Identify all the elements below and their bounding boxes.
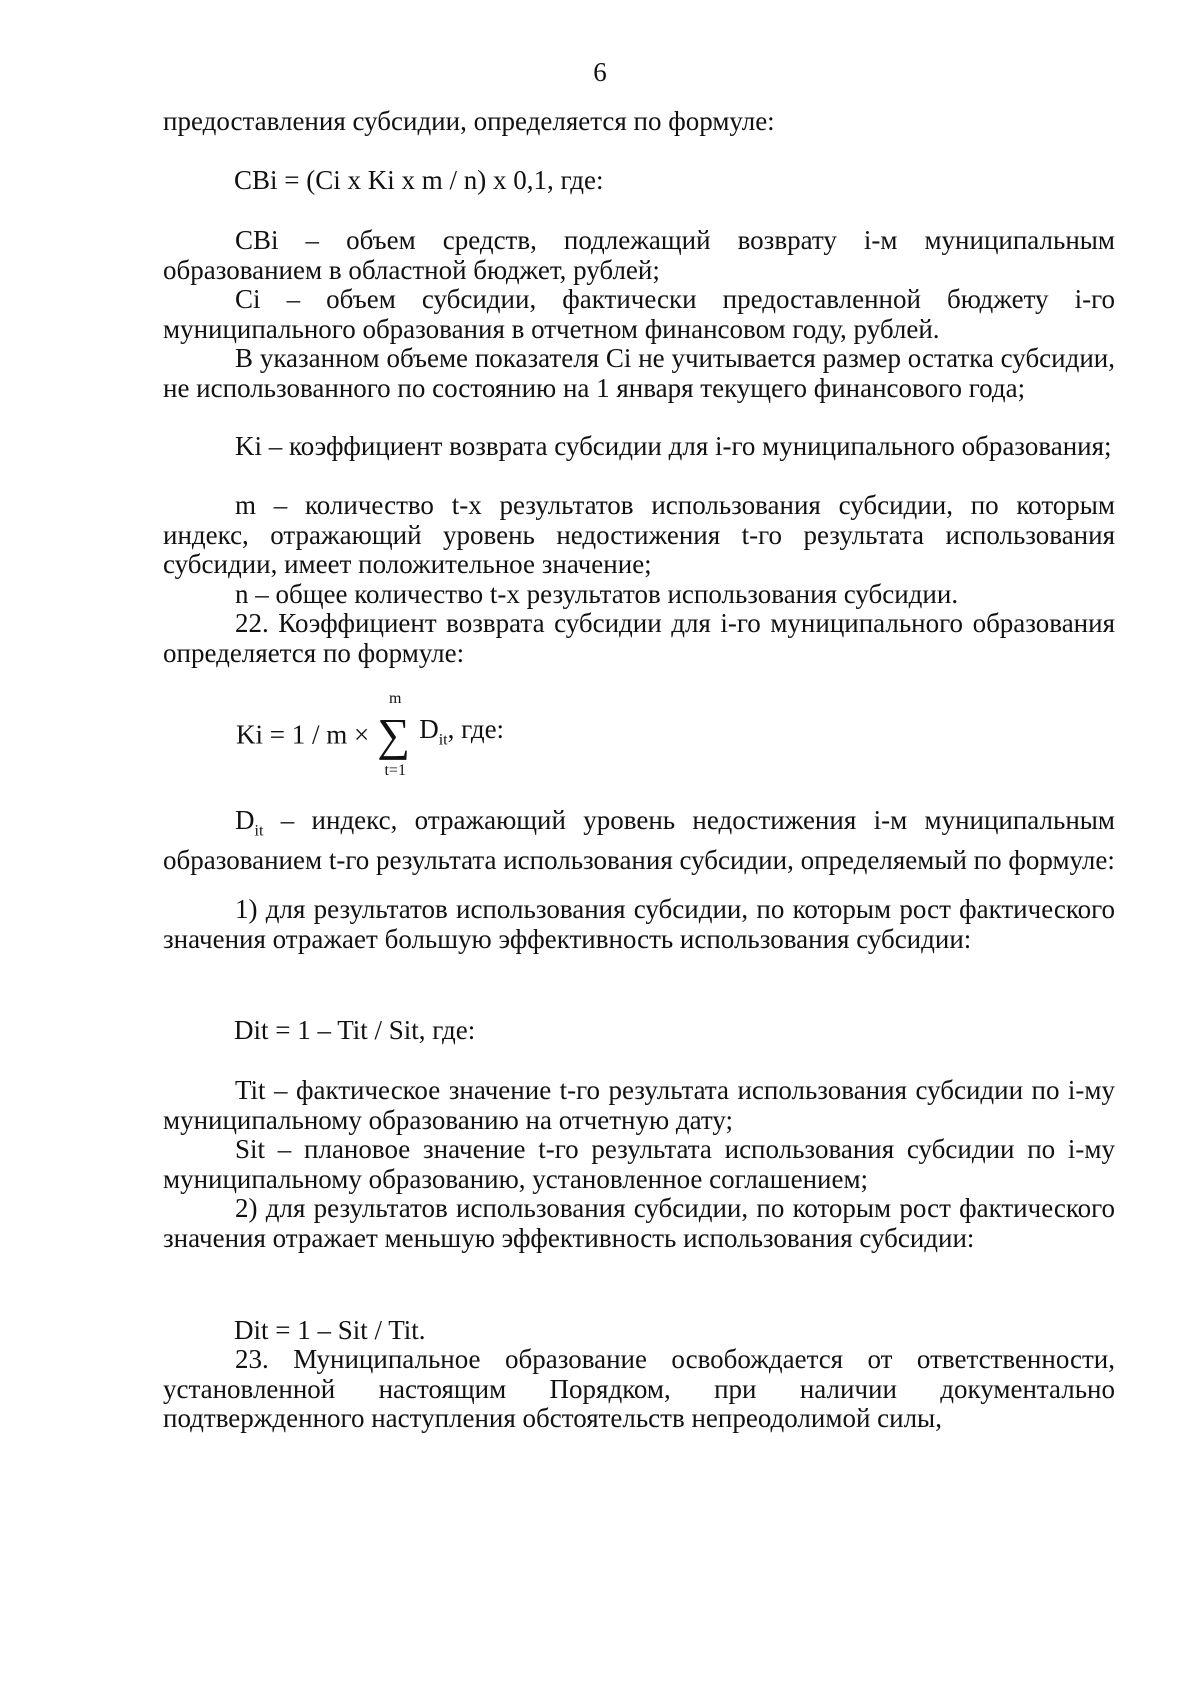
paragraph-case-1: 1) для результатов использования субсидии, по которым рост фактического значения отражает большую эффективность использования субсидии: <box>163 894 1115 954</box>
summation-lower-limit: t=1 <box>384 762 406 779</box>
formula-ki-tail: , где: <box>447 714 505 745</box>
paragraph-22: 22. Коэффициент возврата субсидии для i-го муниципального образования определяется по формуле: <box>163 608 1115 668</box>
paragraph-ki-definition: Ki – коэффициент возврата субсидии для i-го муниципального образования; <box>235 431 1112 461</box>
formula-ki-term: $D_{it}$, где: <box>419 714 505 749</box>
paragraph-ci-definition: Ci – объем субсидии, фактически предоставленной бюджету i-го муниципального образования в отчетном финансовом году, рублей. <box>163 284 1115 344</box>
summation-symbol: ∑ <box>377 709 411 760</box>
dit-term-subscript: it <box>254 822 264 840</box>
intro-line: предоставления субсидии, определяется по формуле: <box>163 106 775 136</box>
paragraph-ci-note: В указанном объеме показателя Ci не учитывается размер остатка субсидии, не использованного по состоянию на 1 января текущего финансового года; <box>163 343 1115 403</box>
formula-ki-lhs: Ki = 1 / m × <box>236 719 370 750</box>
paragraph-sit-definition: Sit – плановое значение t-го результата использования субсидии по i-му муниципальному образованию, установленное соглашением; <box>163 1134 1115 1194</box>
paragraph-m-definition: m – количество t-х результатов использования субсидии, по которым индекс, отражающий уровень недостижения t-го результата использования субсидии, имеет положительное значение; <box>163 490 1115 579</box>
paragraph-case-2: 2) для результатов использования субсидии, по которым рост фактического значения отражает меньшую эффективность использования субсидии: <box>163 1193 1115 1253</box>
summation <box>373 690 417 780</box>
formula-dit-1: Dit = 1 – Tit / Sit, где: <box>234 1015 476 1045</box>
formula-ki-term-subscript: it <box>438 731 448 749</box>
summation-upper-limit: m <box>388 690 402 707</box>
paragraph-n-definition: n – общее количество t-х результатов использования субсидии. <box>235 579 959 609</box>
page-number: 6 <box>593 57 607 87</box>
paragraph-tit-definition: Tit – фактическое значение t-го результата использования субсидии по i-му муниципальному образованию на отчетную дату; <box>163 1075 1115 1135</box>
formula-ki <box>236 690 504 782</box>
paragraph-23: 23. Муниципальное образование освобождается от ответственности, установленной настоящим Порядком, при наличии документально подтвержденного наступления обстоятельств непреодолимой силы, <box>163 1344 1115 1433</box>
paragraph-dit-definition <box>163 806 1115 875</box>
paragraph-cvi-definition: CBi – объем средств, подлежащий возврату i-м муниципальным образованием в областной бюджет, рублей; <box>163 225 1115 285</box>
formula-dit-2: Dit = 1 – Sit / Tit. <box>234 1315 426 1345</box>
dit-definition-text: – индекс, отражающий уровень недостижения i-м муниципальным образованием t-го результата использования субсидии, определяемый по формуле: <box>163 805 1115 875</box>
formula-cvi: CBi = (Ci x Ki x m / n) x 0,1, где: <box>234 165 604 195</box>
dit-term: D <box>235 805 255 835</box>
